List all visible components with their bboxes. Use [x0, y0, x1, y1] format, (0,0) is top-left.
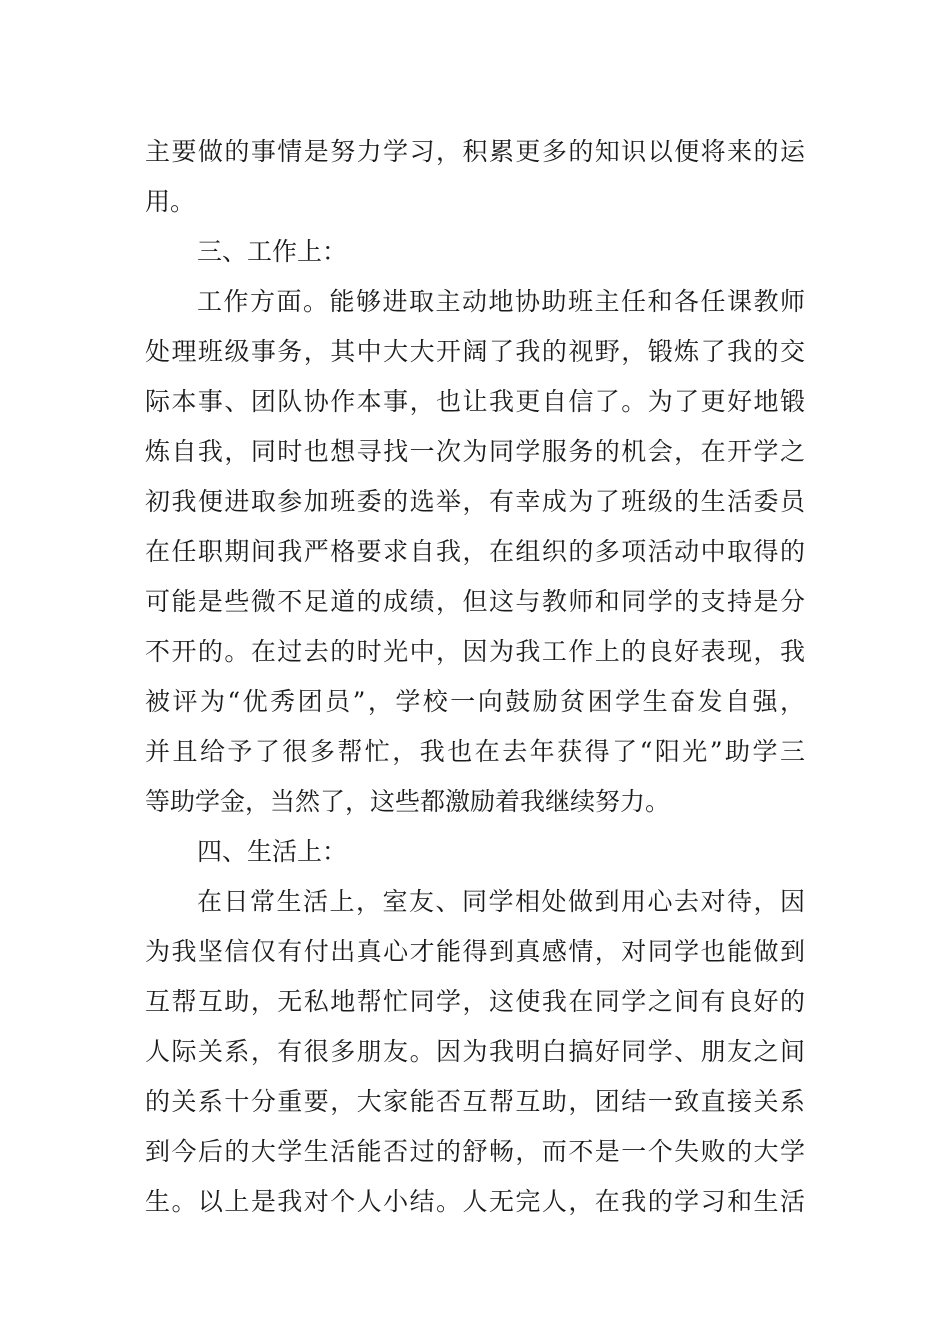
text-line: 工作方面。能够进取主动地协助班主任和各任课教师 — [197, 287, 805, 316]
text-line: 人际关系，有很多朋友。因为我明白搞好同学、朋友之间 — [145, 1037, 805, 1066]
text-line: 在任职期间我严格要求自我，在组织的多项活动中取得的 — [145, 537, 805, 566]
text-line: 炼自我，同时也想寻找一次为同学服务的机会，在开学之 — [145, 437, 805, 466]
text-line: 处理班级事务，其中大大开阔了我的视野，锻炼了我的交 — [145, 337, 805, 366]
section-heading: 四、生活上： — [197, 837, 348, 866]
text-line: 并且给予了很多帮忙，我也在去年获得了“阳光”助学三 — [145, 737, 805, 766]
text-line: 在日常生活上，室友、同学相处做到用心去对待，因 — [197, 887, 805, 916]
text-line: 为我坚信仅有付出真心才能得到真感情，对同学也能做到 — [145, 937, 805, 966]
text-line: 可能是些微不足道的成绩，但这与教师和同学的支持是分 — [145, 587, 805, 616]
text-line: 用。 — [145, 187, 196, 216]
text-line: 到今后的大学生活能否过的舒畅，而不是一个失败的大学 — [145, 1137, 805, 1166]
text-line: 互帮互助，无私地帮忙同学，这使我在同学之间有良好的 — [145, 987, 805, 1016]
text-line: 被评为“优秀团员”，学校一向鼓励贫困学生奋发自强， — [145, 687, 805, 716]
text-line: 不开的。在过去的时光中，因为我工作上的良好表现，我 — [145, 637, 805, 666]
text-line: 主要做的事情是努力学习，积累更多的知识以便将来的运 — [145, 137, 805, 166]
text-line: 际本事、团队协作本事，也让我更自信了。为了更好地锻 — [145, 387, 805, 416]
text-line: 等助学金，当然了，这些都激励着我继续努力。 — [145, 787, 671, 816]
section-heading: 三、工作上： — [197, 237, 348, 266]
text-line: 的关系十分重要，大家能否互帮互助，团结一致直接关系 — [145, 1087, 805, 1116]
text-line: 生。以上是我对个人小结。人无完人，在我的学习和生活 — [145, 1187, 805, 1216]
text-line: 初我便进取参加班委的选举，有幸成为了班级的生活委员 — [145, 487, 805, 516]
